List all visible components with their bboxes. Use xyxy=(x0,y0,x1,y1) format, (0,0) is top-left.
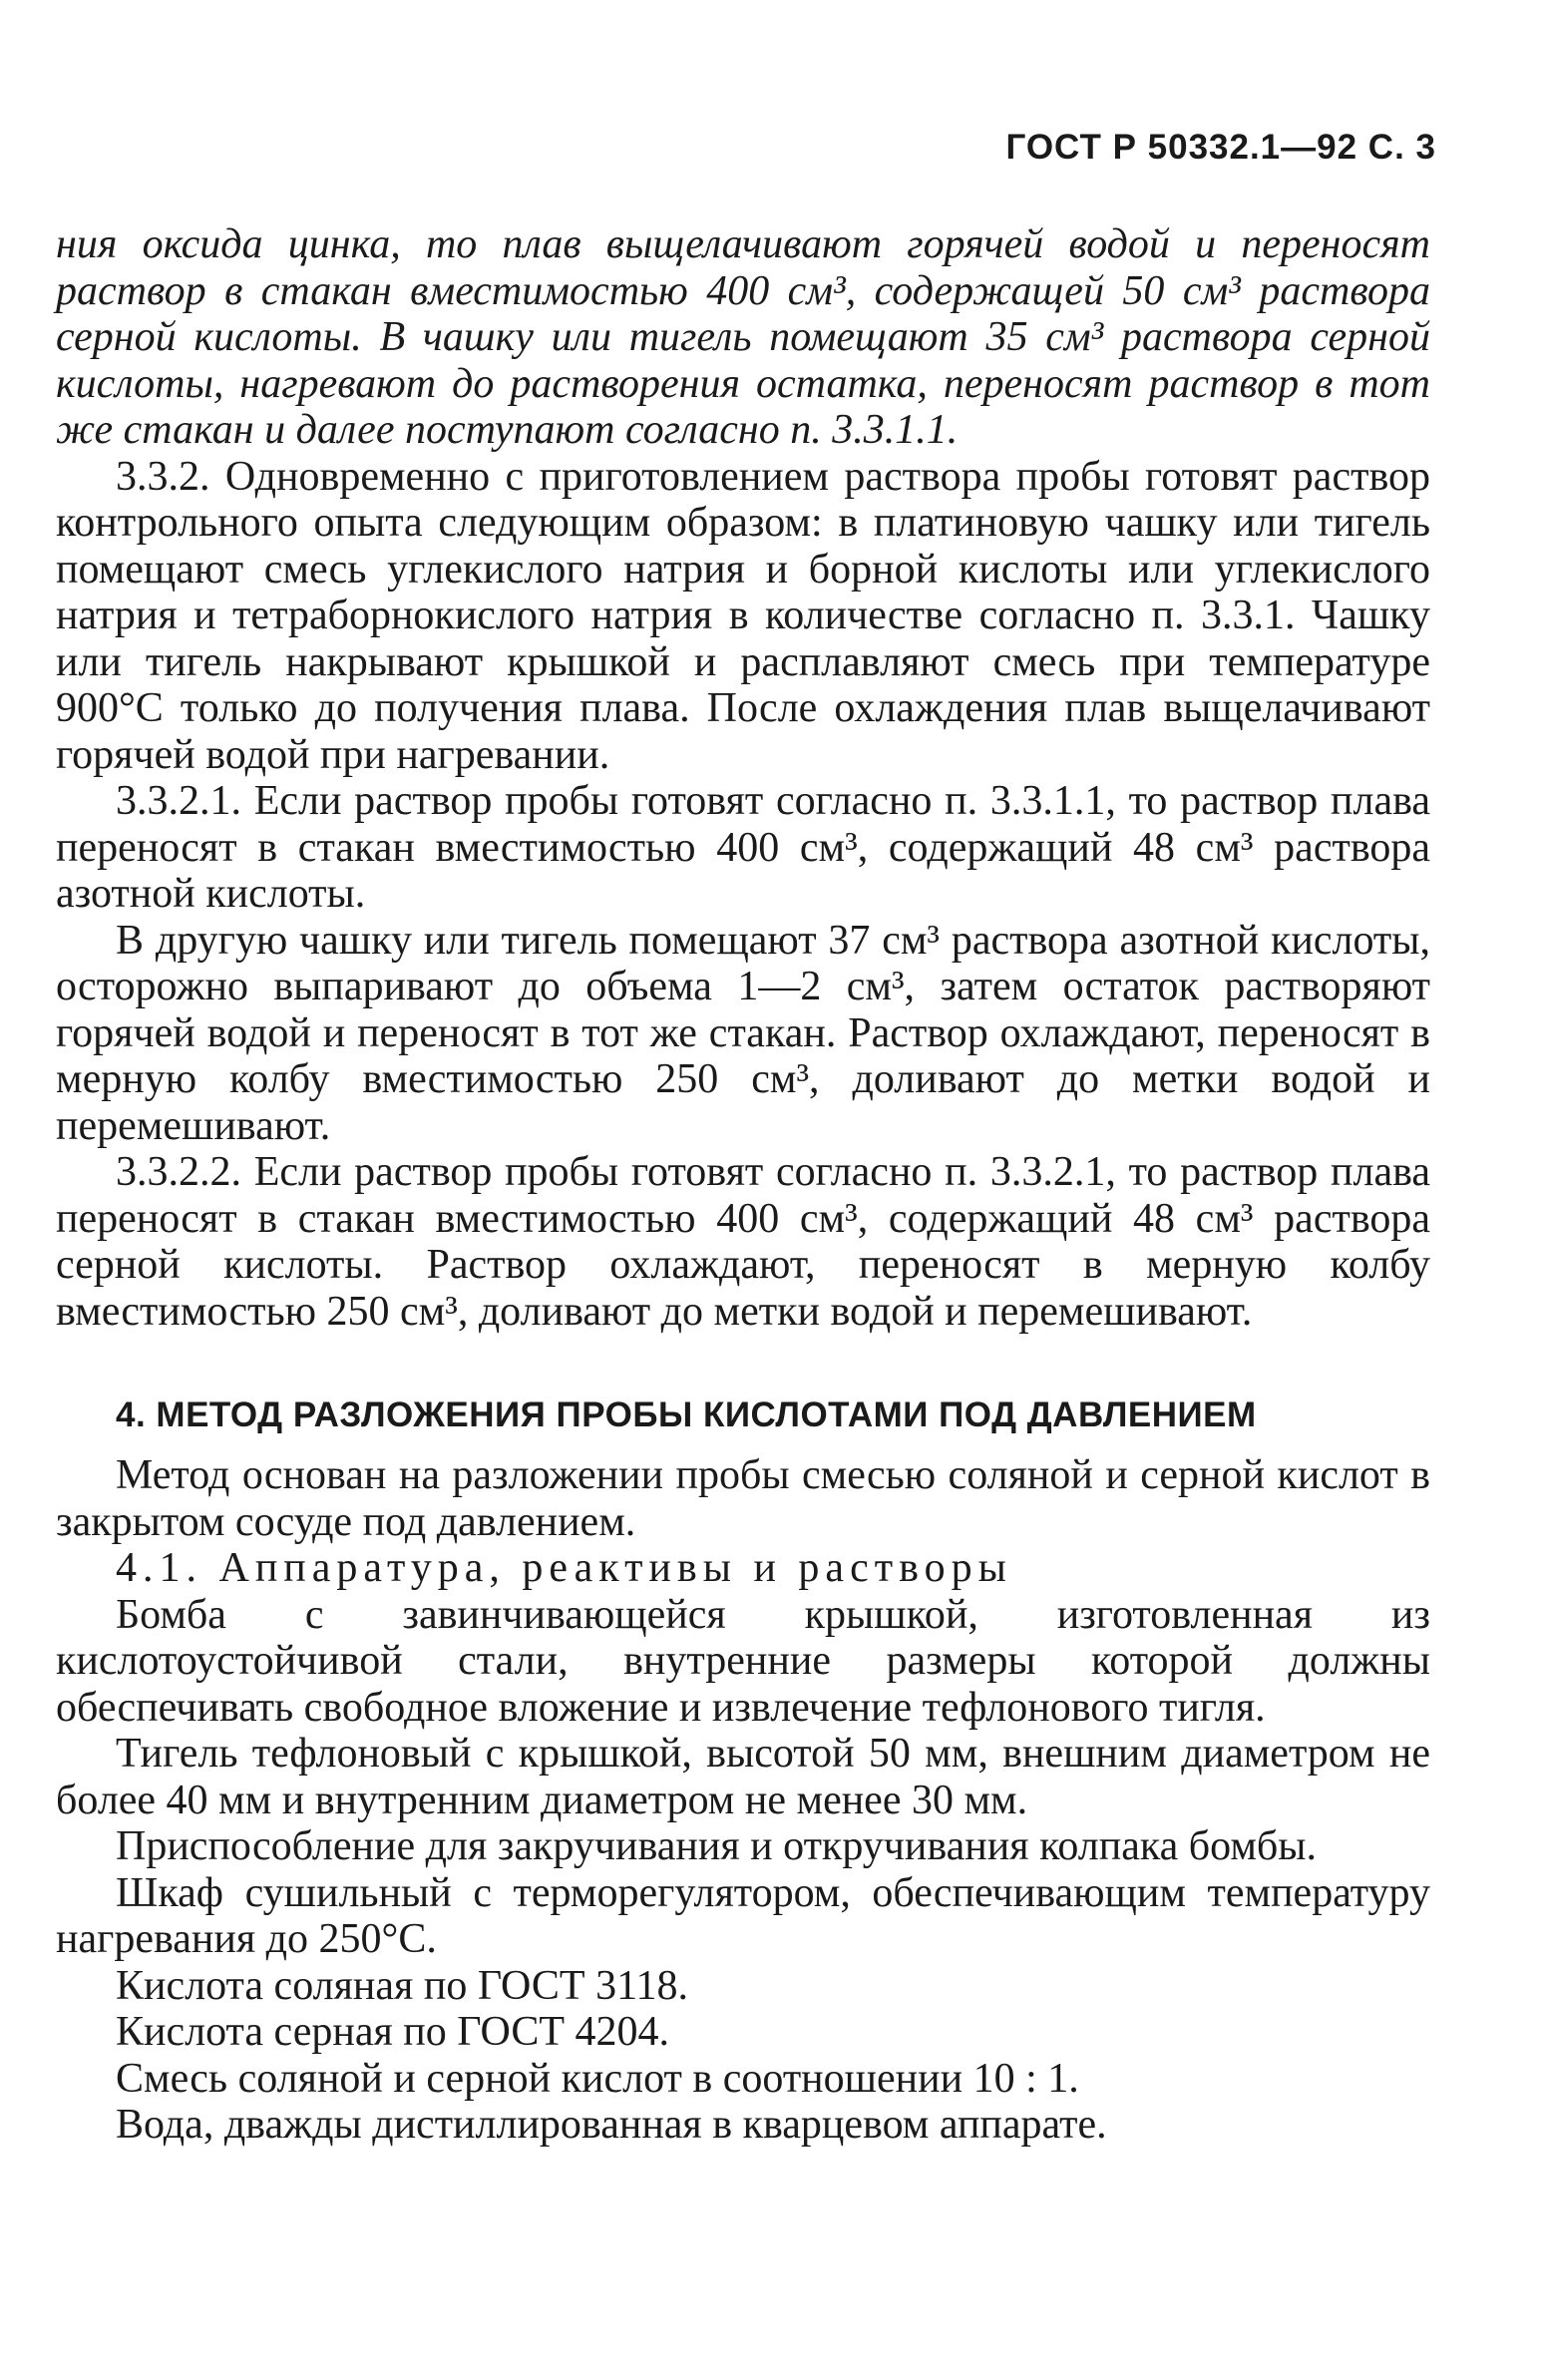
body-text xyxy=(56,221,1430,2149)
document-page xyxy=(56,0,1436,2380)
list-item-hydrochloric-acid: Кислота соляная по ГОСТ 3118. xyxy=(116,1962,689,2009)
paragraph-3-3-2: 3.3.2. Одновременно с приготовлением раствора пробы готовят раствор контрольного опыта следующим образом: в платиновую чашку или тигель помещают смесь углекислого натрия и борной кислоты или углекислого натрия и тетраборнокислого натрия в количестве согласно п. 3.3.1. Чашку или тигель накрывают крышкой и расплавляют смесь при температуре 900°С только до получения плава. После охлаждения плав выщелачивают горячей водой при нагревании. xyxy=(56,453,1430,778)
paragraph-3-3-2-1: 3.3.2.1. Если раствор пробы готовят согласно п. 3.3.1.1, то раствор плава переносят в стакан вместимостью 400 см³, содержащий 48 см³ раствора азотной кислоты. xyxy=(56,778,1430,917)
paragraph-nitric-acid: В другую чашку или тигель помещают 37 см³ раствора азотной кислоты, осторожно выпаривают до объема 1—2 см³, затем остаток растворяют горячей водой и переносят в тот же стакан. Раствор охлаждают, переносят в мерную колбу вместимостью 250 см³, доливают до метки водой и перемешивают. xyxy=(56,917,1430,1149)
list-item-drying-oven: Шкаф сушильный с терморегулятором, обеспечивающим температуру нагревания до 250°С. xyxy=(56,1869,1430,1962)
subsection-4-1-heading: 4.1. Аппаратура, реактивы и растворы xyxy=(116,1545,1012,1591)
section-4-intro: Метод основан на разложении пробы смесью соляной и серной кислот в закрытом сосуде под давлением. xyxy=(56,1452,1430,1545)
list-item-crucible: Тигель тефлоновый с крышкой, высотой 50 мм, внешним диаметром не более 40 мм и внутренним диаметром не менее 30 мм. xyxy=(56,1731,1430,1823)
list-item-water: Вода, дважды дистиллированная в кварцевом аппарате. xyxy=(116,2102,1107,2148)
paragraph-3-3-2-2: 3.3.2.2. Если раствор пробы готовят согласно п. 3.3.2.1, то раствор плава переносят в стакан вместимостью 400 см³, содержащий 48 см³ раствора серной кислоты. Раствор охлаждают, переносят в мерную колбу вместимостью 250 см³, доливают до метки водой и перемешивают. xyxy=(56,1149,1430,1335)
list-item-sulfuric-acid: Кислота серная по ГОСТ 4204. xyxy=(116,2009,670,2055)
list-item-bomb: Бомба с завинчивающейся крышкой, изготовленная из кислотоустойчивой стали, внутренние размеры которой должны обеспечивать свободное вложение и извлечение тефлонового тигля. xyxy=(56,1591,1430,1731)
list-item-acid-mixture: Смесь соляной и серной кислот в соотношении 10 : 1. xyxy=(116,2055,1079,2102)
paragraph-continuation: ния оксида цинка, то плав выщелачивают горячей водой и переносят раствор в стакан вместимостью 400 см³, содержащей 50 см³ раствора серной кислоты. В чашку или тигель помещают 35 см³ раствора серной кислоты, нагревают до растворения остатка, переносят раствор в тот же стакан и далее поступают согласно п. 3.3.1.1. xyxy=(56,221,1430,453)
list-item-tool: Приспособление для закручивания и откручивания колпака бомбы. xyxy=(116,1823,1318,1869)
section-4-heading: 4. МЕТОД РАЗЛОЖЕНИЯ ПРОБЫ КИСЛОТАМИ ПОД ДАВЛЕНИЕМ xyxy=(116,1395,1257,1434)
running-header: ГОСТ Р 50332.1—92 С. 3 xyxy=(1005,128,1436,167)
